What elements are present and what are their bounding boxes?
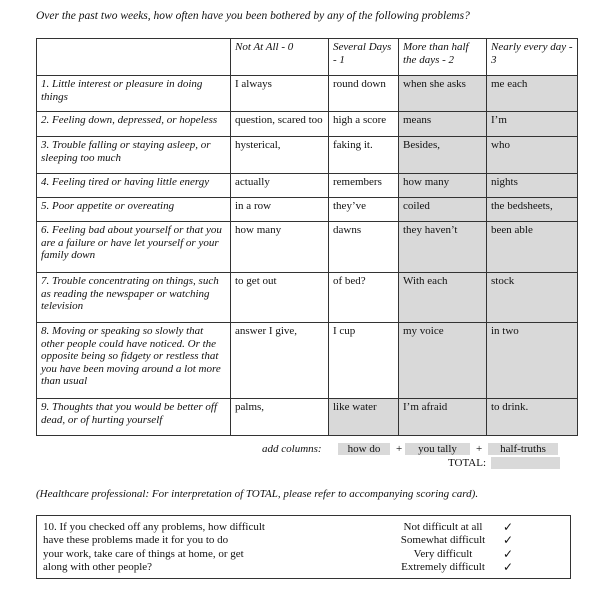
header-row <box>37 39 578 76</box>
checkmark-icon[interactable]: ✓ <box>503 520 514 534</box>
question-cell: 1. Little interest or pleasure in doing things <box>37 76 231 112</box>
answer-cell-3[interactable]: nights <box>487 174 578 198</box>
option-not-difficult: Not difficult at all <box>403 521 483 533</box>
answer-cell-3[interactable]: in two <box>487 323 578 399</box>
answer-cell-0[interactable]: I always <box>231 76 329 112</box>
table-row <box>37 112 578 137</box>
column-sum-box-3[interactable]: half-truths <box>488 443 558 455</box>
answer-cell-0[interactable]: answer I give, <box>231 323 329 399</box>
header-blank <box>37 39 231 76</box>
answer-cell-1[interactable]: dawns <box>329 222 399 273</box>
answer-cell-3[interactable]: to drink. <box>487 399 578 436</box>
question-cell: 2. Feeling down, depressed, or hopeless <box>37 112 231 137</box>
answer-cell-1[interactable]: high a score <box>329 112 399 137</box>
total-box[interactable] <box>491 457 560 469</box>
total-label: TOTAL: <box>448 457 487 469</box>
question-cell: 8. Moving or speaking so slowly that other people could have noticed. Or the opposite being so fidgety or restless that you have been moving around a lot more than usual <box>37 323 231 399</box>
table-row <box>37 222 578 273</box>
answer-cell-0[interactable]: actually <box>231 174 329 198</box>
table-row <box>37 137 578 174</box>
answer-cell-0[interactable]: to get out <box>231 273 329 323</box>
answer-cell-2[interactable]: how many <box>399 174 487 198</box>
answer-cell-0[interactable]: hysterical, <box>231 137 329 174</box>
answer-cell-2[interactable]: Besides, <box>399 137 487 174</box>
answer-cell-1[interactable]: faking it. <box>329 137 399 174</box>
table-row <box>37 323 578 399</box>
answer-cell-1[interactable]: of bed? <box>329 273 399 323</box>
question-cell: 7. Trouble concentrating on things, such as reading the newspaper or watching television <box>37 273 231 323</box>
answer-cell-3[interactable]: I’m <box>487 112 578 137</box>
answer-cell-1[interactable]: like water <box>329 399 399 436</box>
difficulty-question <box>43 521 265 575</box>
option-extremely-difficult: Extremely difficult <box>401 561 485 574</box>
answer-cell-0[interactable]: question, scared too <box>231 112 329 137</box>
answer-cell-2[interactable]: they haven’t <box>399 222 487 273</box>
answer-cell-0[interactable]: palms, <box>231 399 329 436</box>
answer-cell-2[interactable]: when she asks <box>399 76 487 112</box>
question-cell: 6. Feeling bad about yourself or that you are a failure or have let yourself or your family down <box>37 222 231 273</box>
difficulty-question-line: 10. If you checked off any problems, how difficult <box>43 521 265 533</box>
column-sum-box-1[interactable]: how do <box>338 443 390 455</box>
plus-sign-2: + <box>476 443 483 455</box>
checkmark-icon[interactable]: ✓ <box>503 533 514 548</box>
answer-cell-3[interactable]: stock <box>487 273 578 323</box>
option-very-difficult: Very difficult <box>413 547 473 560</box>
answer-cell-2[interactable]: With each <box>399 273 487 323</box>
answer-cell-1[interactable]: I cup <box>329 323 399 399</box>
header-not-at-all: Not At All - 0 <box>231 39 329 76</box>
table-row <box>37 198 578 222</box>
header-several-days: Several Days - 1 <box>329 39 399 76</box>
answer-cell-0[interactable]: how many <box>231 222 329 273</box>
answer-cell-1[interactable]: round down <box>329 76 399 112</box>
scoring-note: (Healthcare professional: For interpretation of TOTAL, please refer to accompanying scoring card). <box>36 488 479 500</box>
answer-cell-3[interactable]: been able <box>487 222 578 273</box>
header-nearly-every-day: Nearly every day - 3 <box>487 39 578 76</box>
difficulty-question-line: along with other people? <box>43 561 153 574</box>
table-row <box>37 399 578 436</box>
answer-cell-0[interactable]: in a row <box>231 198 329 222</box>
table-row <box>37 273 578 323</box>
table-row <box>37 76 578 112</box>
question-cell: 5. Poor appetite or overeating <box>37 198 231 222</box>
answer-cell-3[interactable]: the bedsheets, <box>487 198 578 222</box>
add-columns-label: add columns: <box>262 443 322 455</box>
answer-cell-2[interactable]: I’m afraid <box>399 399 487 436</box>
answer-cell-1[interactable]: remembers <box>329 174 399 198</box>
table-row <box>37 174 578 198</box>
symptom-table <box>36 38 578 436</box>
answer-cell-1[interactable]: they’ve <box>329 198 399 222</box>
question-cell: 9. Thoughts that you would be better off dead, or of hurting yourself <box>37 399 231 436</box>
answer-cell-2[interactable]: coiled <box>399 198 487 222</box>
answer-cell-2[interactable]: means <box>399 112 487 137</box>
difficulty-question-line: have these problems made it for you to do <box>43 534 229 547</box>
plus-sign-1: + <box>396 443 403 455</box>
checkmark-icon[interactable]: ✓ <box>503 546 514 561</box>
difficulty-question-box <box>36 515 571 579</box>
checkmark-icon[interactable]: ✓ <box>503 560 514 575</box>
header-more-than-half: More than half the days - 2 <box>399 39 487 76</box>
answer-cell-2[interactable]: my voice <box>399 323 487 399</box>
question-cell: 3. Trouble falling or staying asleep, or sleeping too much <box>37 137 231 174</box>
question-cell: 4. Feeling tired or having little energy <box>37 174 231 198</box>
option-somewhat-difficult: Somewhat difficult <box>400 534 486 547</box>
column-sum-box-2[interactable]: you tally <box>405 443 470 455</box>
intro-question: Over the past two weeks, how often have you been bothered by any of the following problems? <box>36 10 470 22</box>
answer-cell-3[interactable]: me each <box>487 76 578 112</box>
difficulty-question-line: your work, take care of things at home, or get <box>43 547 244 560</box>
answer-cell-3[interactable]: who <box>487 137 578 174</box>
